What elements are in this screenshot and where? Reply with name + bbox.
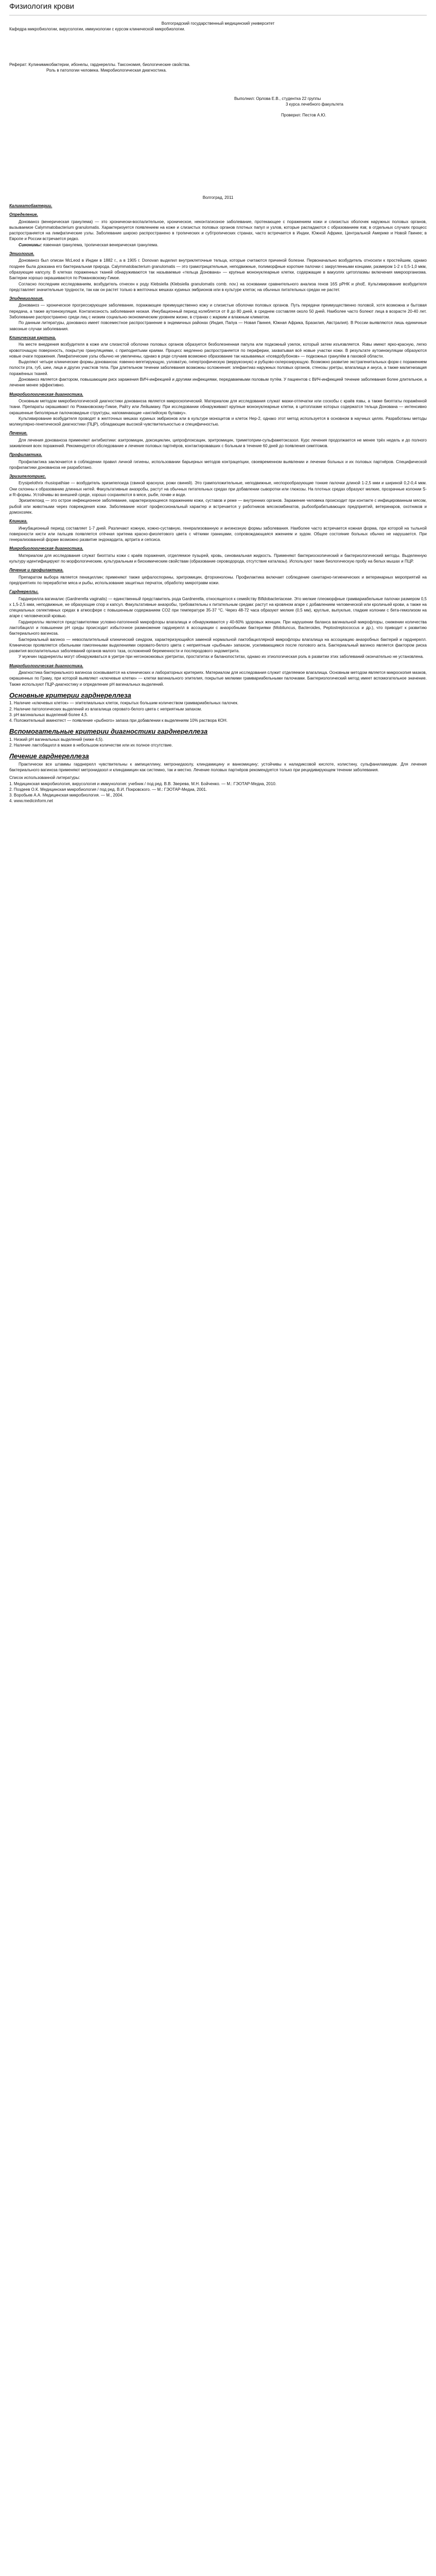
section-heading-clinic: Клиническая картина. bbox=[9, 335, 56, 340]
synonyms-label: Синонимы: bbox=[19, 242, 42, 247]
paragraph: У мужчин гарднереллы могут обнаруживаться в уретре при негонококковых уретритах, простатитах и баланопоститах, однако их этиологическая роль в развитии этих заболеваний окончательно не установлена. bbox=[19, 654, 424, 659]
document-title: Физиология крови bbox=[9, 2, 75, 11]
list-item: 1. Наличие «ключевых клеток» — эпителиальных клеток, покрытых большим количеством грамвариабельных палочек. bbox=[9, 701, 239, 706]
reference-item[interactable]: 4. www.medicinform.net bbox=[9, 799, 53, 804]
references-label: Список использованной литературы: bbox=[9, 775, 80, 781]
list-item: 2. Наличие лактобацилл в мазке в небольшом количестве или их полное отсутствие. bbox=[9, 743, 173, 748]
paragraph: Диагностика бактериального вагиноза основывается на клинических и лабораторных критериях. Материалом для исследования служит отделяемое влагалища. Основным методом является микроскопия мазков, окрашенных по Граму, при которой выявляют «ключевые клетки» — клетки вагинального эпителия, покрытые мелкими грамвариабельными палочками. Бактериологический метод имеет вспомогательное значение. Также используют ПЦР-диагностику и определение pH вагинальных выделений. bbox=[9, 670, 427, 687]
abstract-line-1: Реферат: Кулинимикобактерии, ибонелы, гарднереллы. Таксономия, биологические свойства. bbox=[9, 62, 190, 67]
document-body bbox=[9, 203, 427, 804]
section-heading-epidemiology: Эпидемиология. bbox=[9, 296, 44, 301]
paragraph: Для лечения донованоза применяют антибиотики: азитромицин, доксициклин, ципрофлоксацин, эритромицин, триметоприм-сульфаметоксазол. Курс лечения продолжается не менее трёх недель и до полного заживления всех поражений. Рекомендуется обследование и лечение половых партнёров, контактировавших с больным в течение 60 дней до появления симптомов. bbox=[9, 437, 427, 448]
reference-item: 2. Поздеев О.К. Медицинская микробиология / под ред. В.И. Покровского. — М.: ГЭОТАР-Медиа, 2001. bbox=[9, 787, 207, 792]
section-heading-treatment: Лечение. bbox=[9, 431, 28, 436]
paragraph: Культивирование возбудителя проводят в желточных мешках куриных эмбрионов или в культуре моноцитов и клеток Hep-2, однако этот метод используется в основном в научных целях. Разработаны методы молекулярно-генетической диагностики (ПЦР), обладающие высокой чувствительностью и специфичностью. bbox=[9, 416, 427, 427]
section-heading-definition: Определение. bbox=[9, 212, 38, 217]
list-item: 3. pH вагинальных выделений более 4,5. bbox=[9, 712, 88, 717]
author-line-1: Выполнил: Орлова Е.В., студентка 22 группы bbox=[234, 96, 321, 101]
paragraph: Инкубационный период составляет 1-7 дней. Различают кожную, кожно-суставную, генерализованную и ангинозную формы заболевания. Наиболее часто встречается кожная форма, при которой на тыльной поверхности кисти или пальцев появляется отёчная эритема красно-фиолетового цвета с чёткими границами, сопровождающаяся жжением и зудом. Общее состояние больных обычно не нарушается. При генерализованной форме возможно развитие эндокардита, артрита и сепсиса. bbox=[9, 526, 427, 543]
checked-by: Проверил: Пестов А.Ю. bbox=[281, 113, 326, 117]
author-line-2: 3 курса лечебного факультета bbox=[286, 102, 343, 107]
section-heading-gard-diag: Микробиологическая диагностика. bbox=[9, 663, 83, 668]
paragraph: Основным методом микробиологической диагностики донованоза является микроскопический. Материалом для исследования служат мазки-отпечатки или соскобы с краёв язвы, а также биоптаты поражённой ткани. Препараты окрашивают по Романовскому-Гимзе, Райту или Лейшману. При исследовании обнаруживают крупные мононуклеарные клетки, в цитоплазме которых содержатся тельца Донована — интенсивно окрашенные биполярные палочковидные структуры, напоминающие «английскую булавку». bbox=[9, 398, 427, 415]
paragraph: Донованоз — хроническое прогрессирующее заболевание, поражающее преимущественно кожу и слизистые оболочки половых органов. Путь передачи преимущественно половой, хотя возможна и бытовая передача, а также аутоинокуляция. Контагиозность заболевания низкая. Инкубационный период колеблется от 8 до 80 дней, в среднем составляя около 50 дней. Наиболее часто болеют лица в возрасте 20-40 лет. Заболевание распространено среди лиц с низким социально-экономическим уровнем жизни, в странах с жарким и влажным климатом. bbox=[9, 303, 427, 320]
department-name: Кафедра микробиологии, вирусологии, иммунологии с курсом клинической микробиологии. bbox=[9, 27, 185, 31]
paragraph: Материалом для исследования служат биоптаты кожи с краёв поражения, отделяемое пузырей, кровь, синовиальная жидкость. Применяют бактериоскопический и бактериологический методы. Выделенную культуру идентифицируют по морфологическим, культуральным и биохимическим свойствам (образование сероводорода, отсутствие каталазы). Используют также биологическую пробу на белых мышах и ПЦР. bbox=[9, 553, 427, 564]
list-item: 1. Низкий рН вагинальных выделений (ниже 4,5). bbox=[9, 737, 104, 742]
reference-item: 1. Медицинская микробиология, вирусология и иммунология: учебник / под ред. В.В. Зверева, М.Н. Бойченко. — М.: ГЭОТАР-Медиа, 2010. bbox=[9, 781, 277, 786]
section-heading-erysip-diag: Микробиологическая диагностика. bbox=[9, 546, 83, 551]
section-heading-prevention: Профилактика. bbox=[9, 452, 42, 457]
author-block bbox=[234, 96, 427, 107]
paragraph: Препаратом выбора является пенициллин; применяют также цефалоспорины, эритромицин, фторхинолоны. Профилактика включает соблюдение санитарно-гигиенических и ветеринарных мероприятий на предприятиях по переработке мяса и рыбы, использование защитных перчаток, обработку микротравм кожи. bbox=[9, 574, 427, 585]
synonyms-text: язвенная гранулема, тропическая венерическая гранулема. bbox=[42, 242, 159, 247]
paragraph: Профилактика заключается в соблюдении правил личной гигиены, использовании барьерных методов контрацепции, своевременном выявлении и лечении больных и их половых партнёров. Специфической профилактики донованоза не разработано. bbox=[9, 459, 427, 470]
university-name: Волгоградский государственный медицинский университет bbox=[161, 21, 275, 26]
paragraph: Выделяют четыре клинические формы донованоза: язвенно-вегетирующую, узловатую, гипертрофическую (веррукозную) и рубцово-склерозирующую. Возможно развитие экстрагенитальных форм с поражением полости рта, губ, шеи, лица и других участков тела. При длительном течении заболевания возможны осложнения: элефантиаз наружных половых органов, стенозы уретры, влагалища и ануса, а также малигнизация поражённых тканей. bbox=[9, 360, 427, 376]
aux-criteria-list bbox=[9, 737, 427, 749]
paragraph: Донованоз является фактором, повышающим риск заражения ВИЧ-инфекцией и другими инфекциями, передаваемыми половым путём. У пациентов с ВИЧ-инфекцией течение заболевания более длительное, а лечение менее эффективно. bbox=[9, 377, 427, 388]
section-heading-etiology: Этиология. bbox=[9, 251, 34, 257]
section-heading-erysipelothrix: Эризипелотрикс. bbox=[9, 474, 46, 479]
paragraph: Гарднерелла вагиналис (Gardnerella vaginalis) — единственный представитель рода Gardnerella, относящегося к семейству Bifidobacteriaceae. Это мелкие плеоморфные грамвариабельные палочки размером 0,5 х 1,5-2,5 мкм, неподвижные, не образующие спор и капсул. Факультативные анаэробы, требовательны к питательным средам: растут на кровяном агаре с добавлением человеческой или кроличьей крови, а также на специальных селективных средах в атмосфере с повышенным содержанием CO2 при температуре 35-37 °C. Через 48-72 часа образуют мелкие (0,5 мм), круглые, выпуклые, гладкие колонии с бета-гемолизом на агаре с человеческой кровью. bbox=[9, 596, 427, 619]
heading-aux-criteria: Вспомогательные критерии диагностики гарднереллеза bbox=[9, 727, 208, 736]
paragraph: Эризипелоид — это острое инфекционное заболевание, характеризующееся поражением кожи, суставов и реже — внутренних органов. Заражение человека происходит при контакте с инфицированным мясом, рыбой или животными через повреждения кожи. Заболевание носит профессиональный характер и встречается у работников мясокомбинатов, рыбообрабатывающих предприятий, ветеринаров, охотников и домохозяек. bbox=[9, 498, 427, 515]
paragraph: Гарднереллы являются представителями условно-патогенной микрофлоры влагалища и обнаруживаются у 40-60% здоровых женщин. При нарушении баланса вагинальной микрофлоры, снижении количества лактобацилл и повышении pH среды происходит избыточное размножение гарднерелл в ассоциации с анаэробными бактериями (Mobiluncus, Bacteroides, Peptostreptococcus и др.), что приводит к развитию бактериального вагиноза. bbox=[9, 619, 427, 636]
list-item: 2. Наличие патологических выделений из влагалища серовато-белого цвета с неприятным запахом. bbox=[9, 706, 202, 711]
section-heading-calymmato: Калиматобактерии. bbox=[9, 204, 53, 208]
references bbox=[9, 775, 427, 804]
reference-item: 3. Воробьев А.А. Медицинская микробиология. — М., 2004. bbox=[9, 793, 124, 798]
paragraph: На месте внедрения возбудителя в коже или слизистой оболочке половых органов образуется безболезненная папула или подкожный узелок, который затем изъязвляется. Язвы имеют ярко-красную, легко кровоточащую поверхность, покрытую грануляциями, с приподнятыми краями. Процесс медленно распространяется по периферии, захватывая всё новые участки кожи. В результате аутоинокуляции образуются новые очаги поражения. Лимфатические узлы обычно не увеличены, однако в ряде случаев возможно образование так называемых «псевдобубонов» — подкожных гранулём в паховой области. bbox=[9, 342, 427, 359]
heading-main-criteria: Основные критерии гарднереллеза bbox=[9, 691, 131, 699]
document-page bbox=[9, 0, 427, 2576]
abstract-block bbox=[9, 62, 427, 73]
section-heading-gardnerella: Гарднереллы. bbox=[9, 589, 39, 595]
criteria-list bbox=[9, 700, 427, 723]
paragraph: Донованоз был описан McLeod в Индии в 1882 г., а в 1905 г. Donovan выделил внутриклеточные тельца, которые считаются причиной болезни. Первоначально возбудитель относили к простейшим, однако позднее была доказана его бактериальная природа. Calymmatobacterium granulomatis — это грамотрицательные, неподвижные, полиморфные короткие палочки с закругленными концами, размером 1-2 х 0,5-1,0 мкм, образующие капсулу. В клетках пораженных тканей обнаруживаются так называемые «тельца Донована» — крупные мононуклеарные клетки, содержащие в вакуолях цитоплазмы включения микроорганизма. Бактерии хорошо окрашиваются по Романовскому-Гимзе. bbox=[9, 258, 427, 281]
abstract-line-2: Роль в патологии человека. Микробиологическая диагностика. bbox=[46, 68, 167, 73]
section-heading-erysip-clinic: Клиника. bbox=[9, 519, 28, 524]
paragraph: Erysipelothrix rhusiopathiae — возбудитель эризипелоида (свиной краснухи, рожи свиней). Это грамположительные, неподвижные, неспорообразующие тонкие палочки длиной 1-2,5 мкм и шириной 0,2-0,4 мкм. Они склонны к образованию длинных нитей. Факультативные анаэробы, растут на обычных питательных средах при добавлении сыворотки или глюкозы. На плотных средах образуют мелкие, прозрачные колонии S- и R-формы. Устойчивы во внешней среде, хорошо сохраняются в мясе, рыбе, почве и воде. bbox=[9, 481, 427, 498]
city-year: Волгоград, 2011 bbox=[202, 195, 234, 200]
list-item: 4. Положительный аминотест — появление «рыбного» запаха при добавлении к выделениям 10% раствора КОН. bbox=[9, 718, 228, 723]
paragraph: Донованоз (венерическая гранулема) — это хронически-воспалительное, хроническое, неконтагиозное заболевание, протекающее с поражением кожи и слизистых оболочек наружных половых органов, вызываемое Calymmatobacterium granulomatis. Характеризуется появлением на коже и слизистых половых органов плотных папул и узлов, которые распадаются с образованием язв; в отдельных случаях процесс распространяется на лимфатические узлы. Заболевание широко распространено в тропических и субтропических странах, часто встречается в Индии, Южной Африке, Центральной Америке и Новой Гвинее; в Европе и России встречается редко. bbox=[9, 219, 427, 242]
section-heading-erysip-treat: Лечение и профилактика. bbox=[9, 568, 64, 573]
paragraph: Практически все штаммы гарднерелл чувствительны к ампициллину, метронидазолу, клиндамицину и ванкомицину; устойчивы к налидиксовой кислоте, колистину, сульфаниламидам. Для лечения бактериального вагиноза применяют метронидазол и клиндамицин как системно, так и местно. Лечение половых партнёров рекомендуется только при рецидивирующем течении заболевания. bbox=[9, 761, 427, 772]
paragraph: Бактериальный вагиноз — невоспалительный клинический синдром, характеризующийся заменой нормальной лактобациллярной микрофлоры влагалища на ассоциацию анаэробных бактерий и гарднерелл. Клинически проявляется обильными гомогенными выделениями серовато-белого цвета с неприятным «рыбным» запахом, усиливающимся после полового акта. Бактериальный вагиноз является фактором риска развития воспалительных заболеваний органов малого таза, осложнений беременности и послеродового эндометрита. bbox=[9, 637, 427, 654]
heading-gard-treatment: Лечение гарднереллеза bbox=[9, 752, 89, 760]
paragraph: Согласно последним исследованиям, возбудитель отнесен к роду Klebsiella (Klebsiella granulomatis comb. nov.) на основании сравнительного анализа генов 16S рРНК и phoE. Культивирование возбудителя представляет значительные трудности, так как он растет только в желточных мешках куриных эмбрионов или в культуре клеток; на обычных питательных средах не растет. bbox=[9, 281, 427, 292]
section-heading-diagnostics: Микробиологическая диагностика. bbox=[9, 392, 83, 397]
paragraph: По данным литературы, донованоз имеет повсеместное распространение в эндемичных районах (Индия, Папуа — Новая Гвинея, Южная Африка, Бразилия, Австралия). В России выявляются лишь единичные завозные случаи заболевания. bbox=[9, 320, 427, 331]
